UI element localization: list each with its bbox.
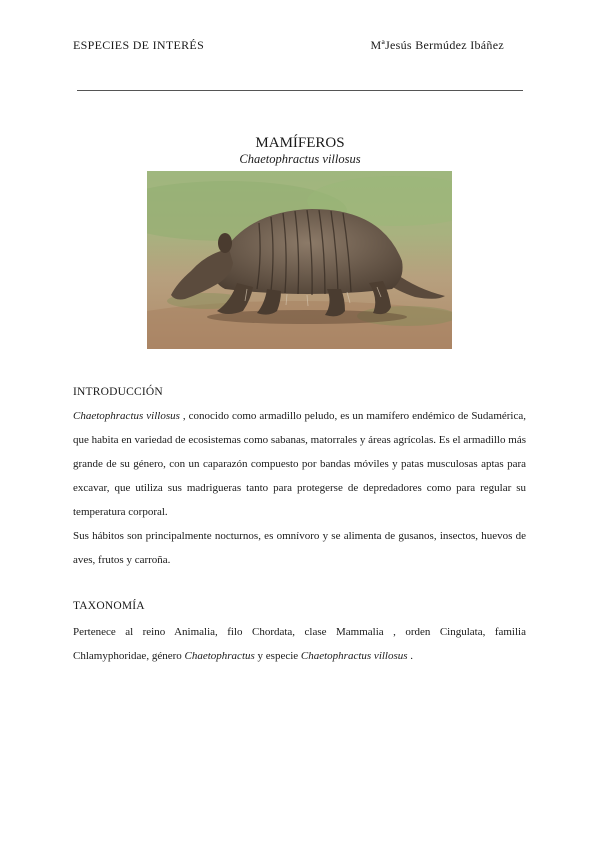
taxonomy-heading: TAXONOMÍA (73, 600, 145, 612)
header-author: MªJesús Bermúdez Ibáñez (370, 38, 504, 52)
page-title: MAMÍFEROS (255, 135, 345, 151)
intro-heading: INTRODUCCIÓN (73, 386, 163, 398)
intro-paragraph-1 (73, 404, 526, 524)
page-subtitle: Chaetophractus villosus (239, 152, 361, 166)
taxonomy-text-b: y especie (254, 650, 301, 662)
intro-paragraph-2: Sus hábitos son principalmente nocturnos, es omnívoro y se alimenta de gusanos, insectos, huevos de aves, frutos y carroña. (73, 530, 526, 566)
taxonomy-paragraph (73, 620, 526, 668)
header-left-text: ESPECIES DE INTERÉS (73, 38, 205, 52)
species-name-taxonomy: Chaetophractus villosus (300, 650, 408, 662)
species-name: Chaetophractus villosus (73, 410, 180, 422)
intro-text: , conocido como armadillo peludo, es un mamífero endémico de Sudamérica, que habita en variedad de ecosistemas como sabanas, matorrales y áreas agrícolas. Es el armadillo más grande de su género, con un caparazón compuesto por bandas móviles y patas musculosas aptas para excavar, que utiliza sus madrigueras tanto para protegerse de depredadores como para regular su temperatura corporal. (73, 410, 526, 518)
armadillo-photo (147, 171, 452, 349)
taxonomy-text-c: . (407, 650, 414, 662)
header-divider (77, 90, 523, 91)
taxonomy-text-a: Pertenece al reino Animalia, filo Chordata, clase Mammalia , orden Cingulata, familia Chlamyphoridae, género (73, 626, 526, 662)
genus-name: Chaetophractus (184, 650, 255, 662)
